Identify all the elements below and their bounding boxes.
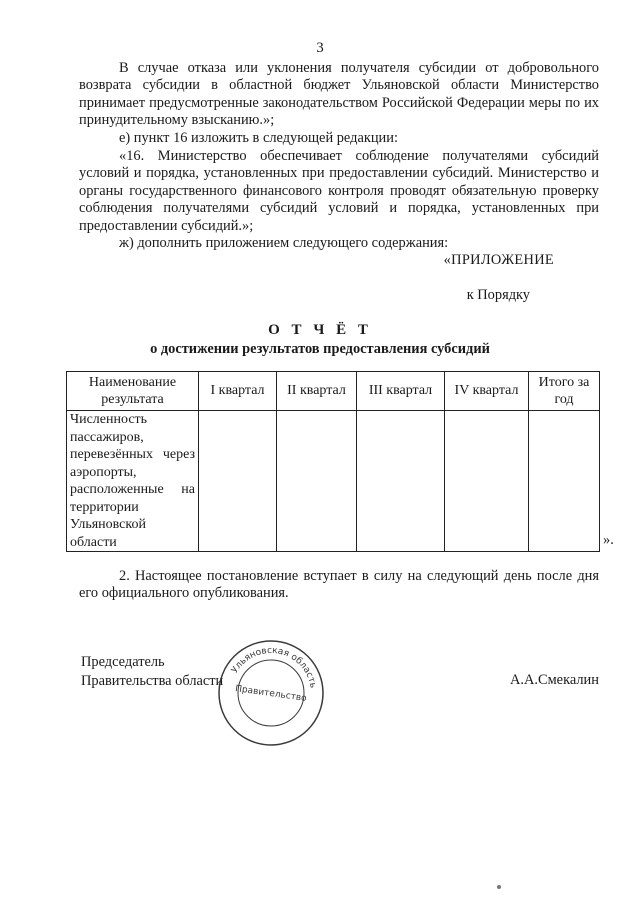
signature-position-line2: Правительства области xyxy=(81,673,224,689)
item-zh xyxy=(79,235,599,252)
result-name-cell: Численность пассажиров, перевезённых через аэропорты, расположенные на территории Ульяновской области xyxy=(67,411,199,552)
item-zh-text: ж) дополнить приложением следующего содержания: xyxy=(119,235,449,251)
q1-value-cell xyxy=(199,411,277,552)
q3-value-cell xyxy=(357,411,445,552)
column-header-q4: IV квартал xyxy=(445,372,529,411)
column-header-q3: III квартал xyxy=(357,372,445,411)
paragraph-refund xyxy=(79,60,599,130)
item-e-text: е) пункт 16 изложить в следующей редакции: xyxy=(119,130,398,146)
report-header-row xyxy=(67,372,600,411)
column-header-total: Итого за год xyxy=(529,372,600,411)
paragraph-2-text: 2. Настоящее постановление вступает в силу на следующий день после дня его официального опубликования. xyxy=(79,568,599,602)
report-subtitle: о достижении результатов предоставления субсидий xyxy=(150,341,490,357)
scan-artifact-dot xyxy=(497,885,501,889)
total-value-cell xyxy=(529,411,600,552)
report-table xyxy=(66,371,600,552)
appendix-title: «ПРИЛОЖЕНИЕ xyxy=(443,252,554,268)
signature-name: А.А.Смекалин xyxy=(510,672,599,688)
column-header-q2: II квартал xyxy=(277,372,357,411)
paragraph-refund-text: В случае отказа или уклонения получателя субсидии от добровольного возврата субсидии в областной бюджет Ульяновской области Министерство принимает предусмотренные законодательством Российской Федерации меры по их принудительному взысканию.»; xyxy=(79,60,599,129)
table-row xyxy=(67,411,600,552)
column-header-name: Наименование результата xyxy=(67,372,199,411)
seal-center-text: Правительство xyxy=(234,684,308,704)
item-16 xyxy=(79,148,599,235)
report-title: О Т Ч Ё Т xyxy=(268,322,372,338)
seal-ring-textpath: Ульяновская область xyxy=(229,645,318,689)
official-seal-stamp xyxy=(216,638,326,748)
closing-quote: ». xyxy=(603,532,614,548)
paragraph-2 xyxy=(79,568,599,603)
signature-position xyxy=(81,653,223,691)
signature-position-line1: Председатель xyxy=(81,654,165,670)
q4-value-cell xyxy=(445,411,529,552)
q2-value-cell xyxy=(277,411,357,552)
item-16-text: «16. Министерство обеспечивает соблюдение получателями субсидий условий и порядка, установленных при предоставлении субсидий. Министерство и органы государственного финансового контроля проводят обязательную проверку соблюдения получателями субсидий условий и порядка, установленных при предоставлении субсидий.»; xyxy=(79,148,599,234)
appendix-subtitle: к Порядку xyxy=(466,287,530,303)
item-e xyxy=(79,130,599,147)
column-header-q1: I квартал xyxy=(199,372,277,411)
page-number: 3 xyxy=(316,40,324,56)
